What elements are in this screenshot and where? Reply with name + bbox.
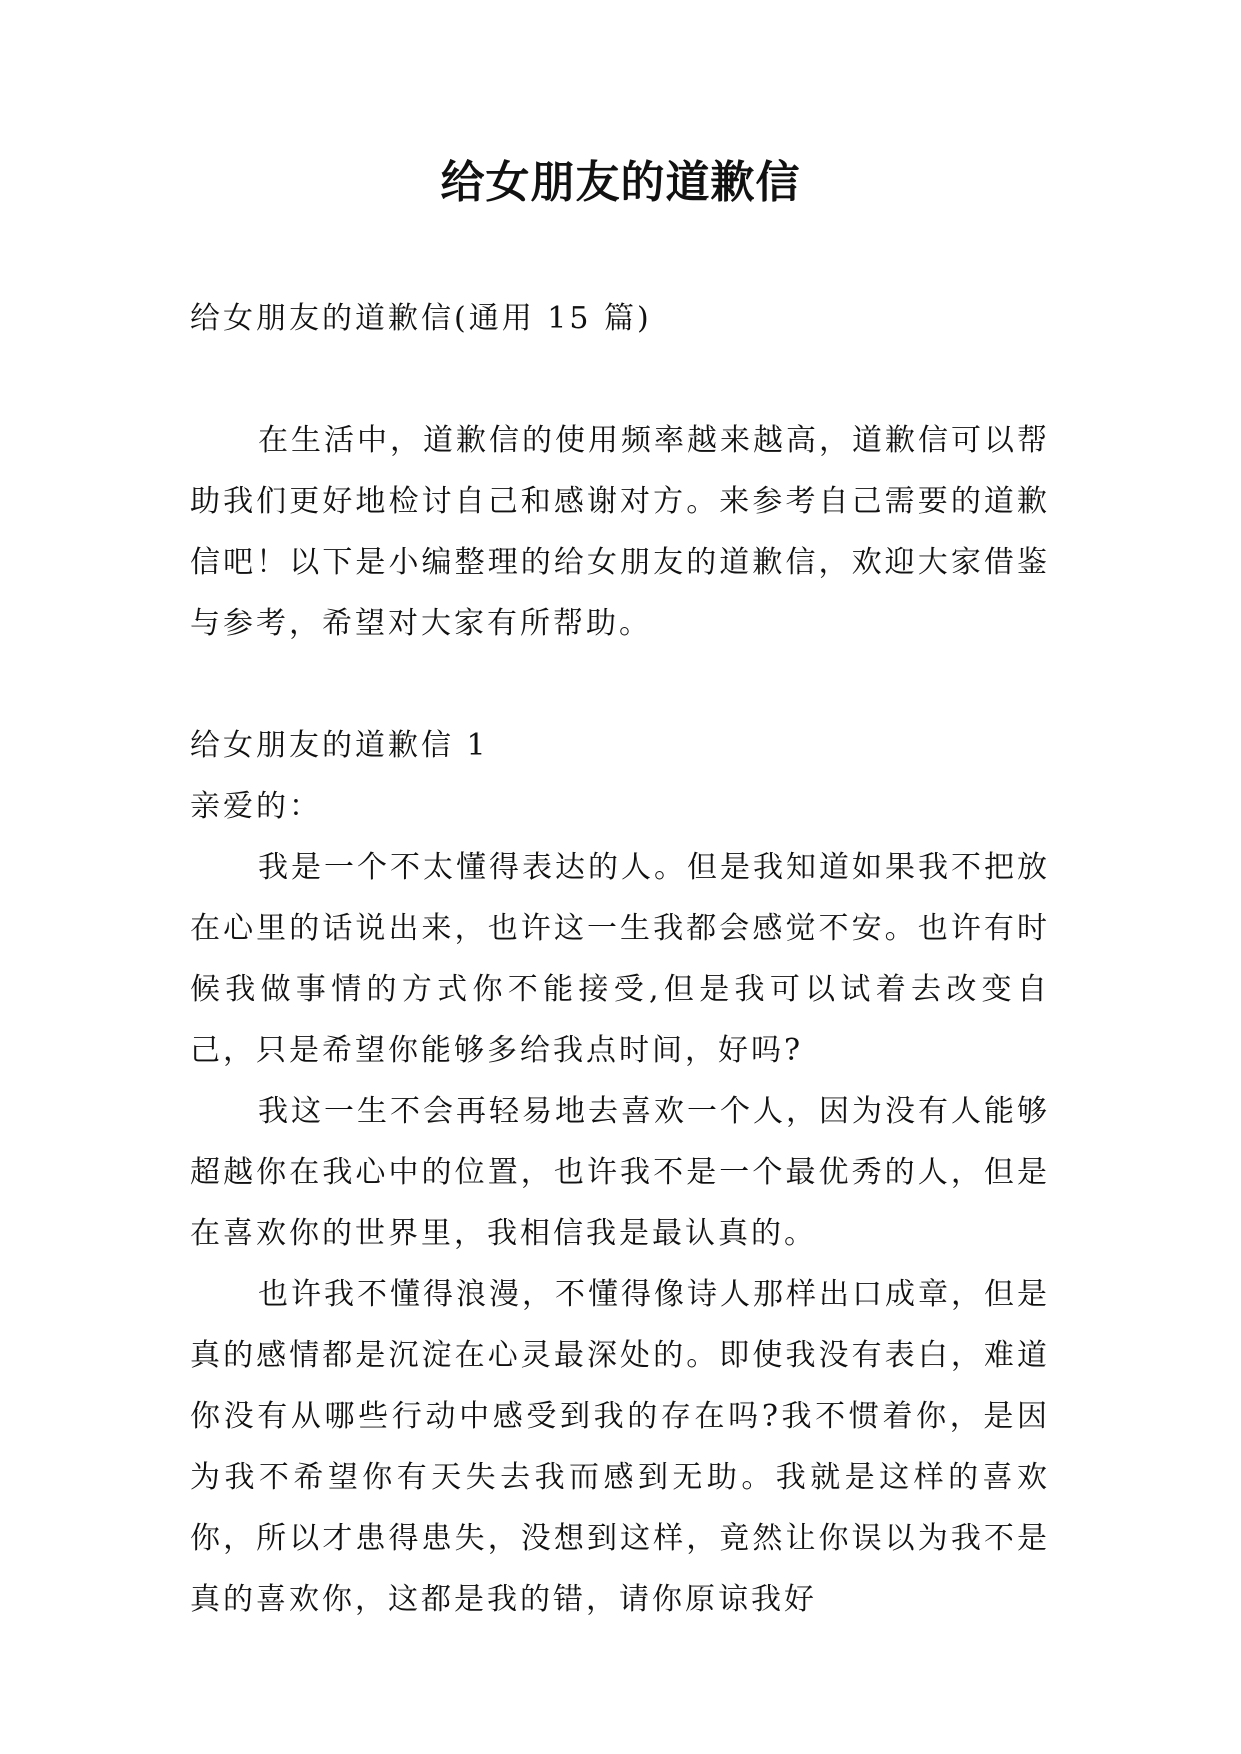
intro-paragraph: 在生活中，道歉信的使用频率越来越高，道歉信可以帮助我们更好地检讨自己和感谢对方。来参考自己需要的道歉信吧！以下是小编整理的给女朋友的道歉信，欢迎大家借鉴与参考，希望对大家有所帮助。 — [190, 423, 1050, 641]
document-title: 给女朋友的道歉信 — [440, 157, 801, 208]
document-subtitle: 给女朋友的道歉信(通用 15 篇) — [190, 301, 652, 336]
letter-paragraph: 也许我不懂得浪漫，不懂得像诗人那样出口成章，但是真的感情都是沉淀在心灵最深处的。即使我没有表白，难道你没有从哪些行动中感受到我的存在吗?我不惯着你，是因为我不希望你有天失去我而感到无助。我就是这样的喜欢你，所以才患得患失，没想到这样，竟然让你误以为我不是真的喜欢你，这都是我的错，请你原谅我好 — [190, 1277, 1050, 1617]
document-body — [190, 288, 1050, 1630]
letter-paragraph: 我这一生不会再轻易地去喜欢一个人，因为没有人能够超越你在我心中的位置，也许我不是一个最优秀的人，但是在喜欢你的世界里，我相信我是最认真的。 — [190, 1094, 1050, 1251]
section-heading: 给女朋友的道歉信 1 — [190, 728, 489, 763]
section-spacer — [190, 654, 1050, 715]
letter-section — [190, 715, 1050, 1630]
letter-salutation: 亲爱的： — [190, 789, 322, 824]
letter-paragraph: 我是一个不太懂得表达的人。但是我知道如果我不把放在心里的话说出来，也许这一生我都会感觉不安。也许有时候我做事情的方式你不能接受,但是我可以试着去改变自己，只是希望你能够多给我点时间，好吗? — [190, 850, 1050, 1068]
